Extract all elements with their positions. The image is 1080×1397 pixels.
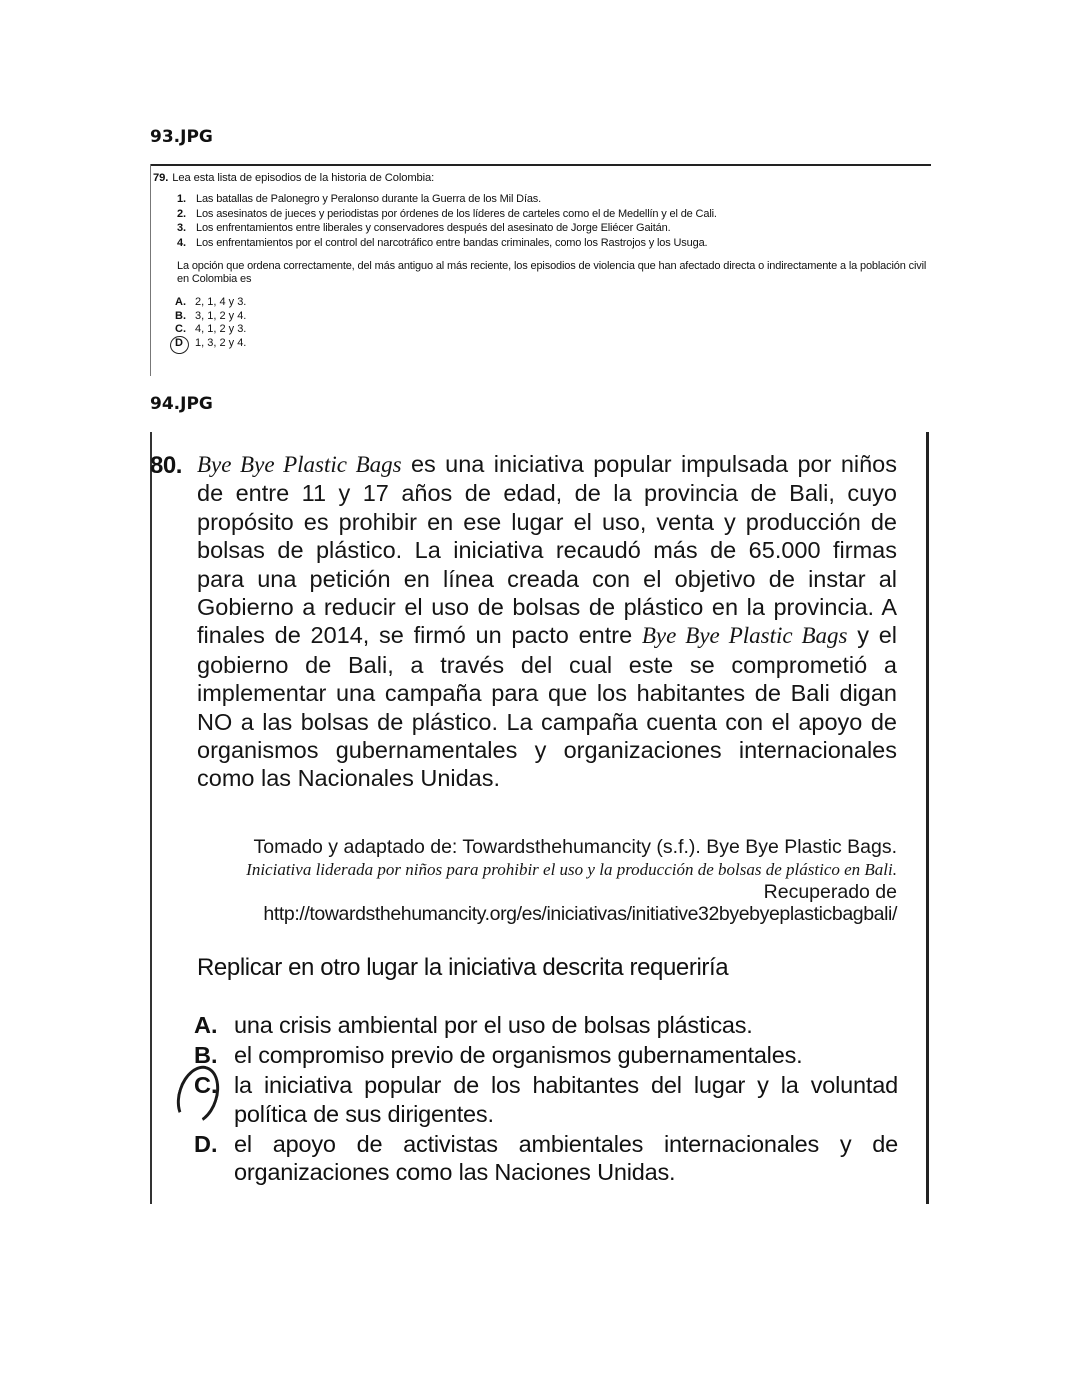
image-label-94: 94.JPG <box>150 394 213 414</box>
option-letter: C. <box>194 1072 218 1098</box>
list-item-number: 2. <box>177 207 186 220</box>
option-b[interactable] <box>194 1041 898 1070</box>
option-text: el compromiso previo de organismos gubernamentales. <box>234 1042 803 1068</box>
source-suffix: Recuperado de <box>763 881 897 903</box>
list-item-text: Las batallas de Palonegro y Peralonso durante la Guerra de los Mil Días. <box>196 193 542 205</box>
source-prefix: Tomado y adaptado de: Towardsthehumancity (s.f.). Bye Bye Plastic Bags. <box>253 836 897 858</box>
question-79-stem-text: Lea esta lista de episodios de la historia de Colombia: <box>172 172 435 184</box>
option-c[interactable] <box>194 1071 898 1128</box>
initiative-title: Bye Bye Plastic Bags <box>197 452 402 477</box>
option-letter: A. <box>194 1012 218 1038</box>
source-url: http://towardsthehumancity.org/es/iniciativas/initiative32byebyeplasticbagbali/ <box>263 903 897 925</box>
list-item-text: Los enfrentamientos entre liberales y conservadores después del asesinato de Jorge Eliécer Gaitán. <box>196 222 671 234</box>
list-item <box>177 192 717 207</box>
list-item <box>177 207 717 222</box>
list-item <box>177 221 717 236</box>
list-item <box>177 236 717 251</box>
question-80-number: 80. <box>150 452 182 479</box>
question-80-passage <box>197 450 897 793</box>
option-a[interactable] <box>175 296 246 310</box>
option-c[interactable] <box>175 323 246 337</box>
list-item-text: Los asesinatos de jueces y periodistas por órdenes de los líderes de carteles como el de Medellín y el de Cali. <box>196 207 717 220</box>
question-79-number: 79. <box>153 172 169 184</box>
option-text: la iniciativa popular de los habitantes del lugar y la voluntad política de sus dirigentes. <box>234 1072 898 1127</box>
question-80-prompt: Replicar en otro lugar la iniciativa descrita requeriría <box>197 954 729 981</box>
left-rule <box>150 432 152 1204</box>
top-rule <box>150 164 931 166</box>
list-item-number: 1. <box>177 193 186 205</box>
passage-text: es una iniciativa popular impulsada por niños de entre 11 y 17 años de edad, de la provincia de Bali, cuyo propósito es prohibir en ese lugar el uso, venta y producción de bolsas de plástico. La iniciativa recaudó más de 65.000 firmas para una petición en línea creada con el objetivo de instar al Gobierno a reducir el uso de bolsas de plástico en la provincia. A finales de 2014, se firmó un pacto entre <box>197 451 897 649</box>
option-text: 2, 1, 4 y 3. <box>195 296 247 308</box>
option-a[interactable] <box>194 1011 898 1040</box>
question-80-options <box>194 1011 898 1188</box>
option-letter: A. <box>175 296 186 308</box>
option-letter: B. <box>194 1042 218 1068</box>
list-item-number: 3. <box>177 222 186 234</box>
passage-text: y el gobierno de Bali, a través del cual este se comprometió a implementar una campaña para que los habitantes de Bali digan NO a las bolsas de plástico. La campaña cuenta con el apoyo de organismos gubernamentales y organizaciones internacionales como las Nacionales Unidas. <box>197 622 897 792</box>
option-text: 4, 1, 2 y 3. <box>195 323 247 336</box>
right-rule <box>926 432 929 1204</box>
source-title: Iniciativa liderada por niños para prohibir el uso y la producción de bolsas de plástico en Bali. <box>246 860 897 879</box>
option-d[interactable] <box>194 1130 898 1187</box>
question-80-scan <box>150 432 930 1204</box>
left-rule <box>150 164 151 376</box>
option-letter: C. <box>175 323 186 336</box>
list-item-text: Los enfrentamientos por el control del narcotráfico entre bandas criminales, como los Rastrojos y los Usuga. <box>196 236 708 249</box>
option-b[interactable] <box>175 310 246 324</box>
option-text: 3, 1, 2 y 4. <box>195 309 247 322</box>
option-text: una crisis ambiental por el uso de bolsas plásticas. <box>234 1012 753 1038</box>
question-79-stem <box>153 172 434 184</box>
image-label-93: 93.JPG <box>150 127 213 147</box>
source-citation <box>192 836 897 925</box>
option-text: 1, 3, 2 y 4. <box>195 336 247 349</box>
initiative-title: Bye Bye Plastic Bags <box>641 623 848 649</box>
option-text: el apoyo de activistas ambientales internacionales y de organizaciones como las Naciones Unidas. <box>234 1130 898 1185</box>
option-letter: D <box>175 336 183 349</box>
list-item-number: 4. <box>177 236 186 249</box>
option-letter: B. <box>175 309 186 322</box>
question-79-prompt: La opción que ordena correctamente, del más antiguo al más reciente, los episodios de violencia que han afectado directa o indirectamente a la población civil en Colombia es <box>177 260 927 285</box>
option-letter: D. <box>194 1130 218 1157</box>
question-79-scan <box>150 164 931 376</box>
episode-list <box>177 192 717 250</box>
